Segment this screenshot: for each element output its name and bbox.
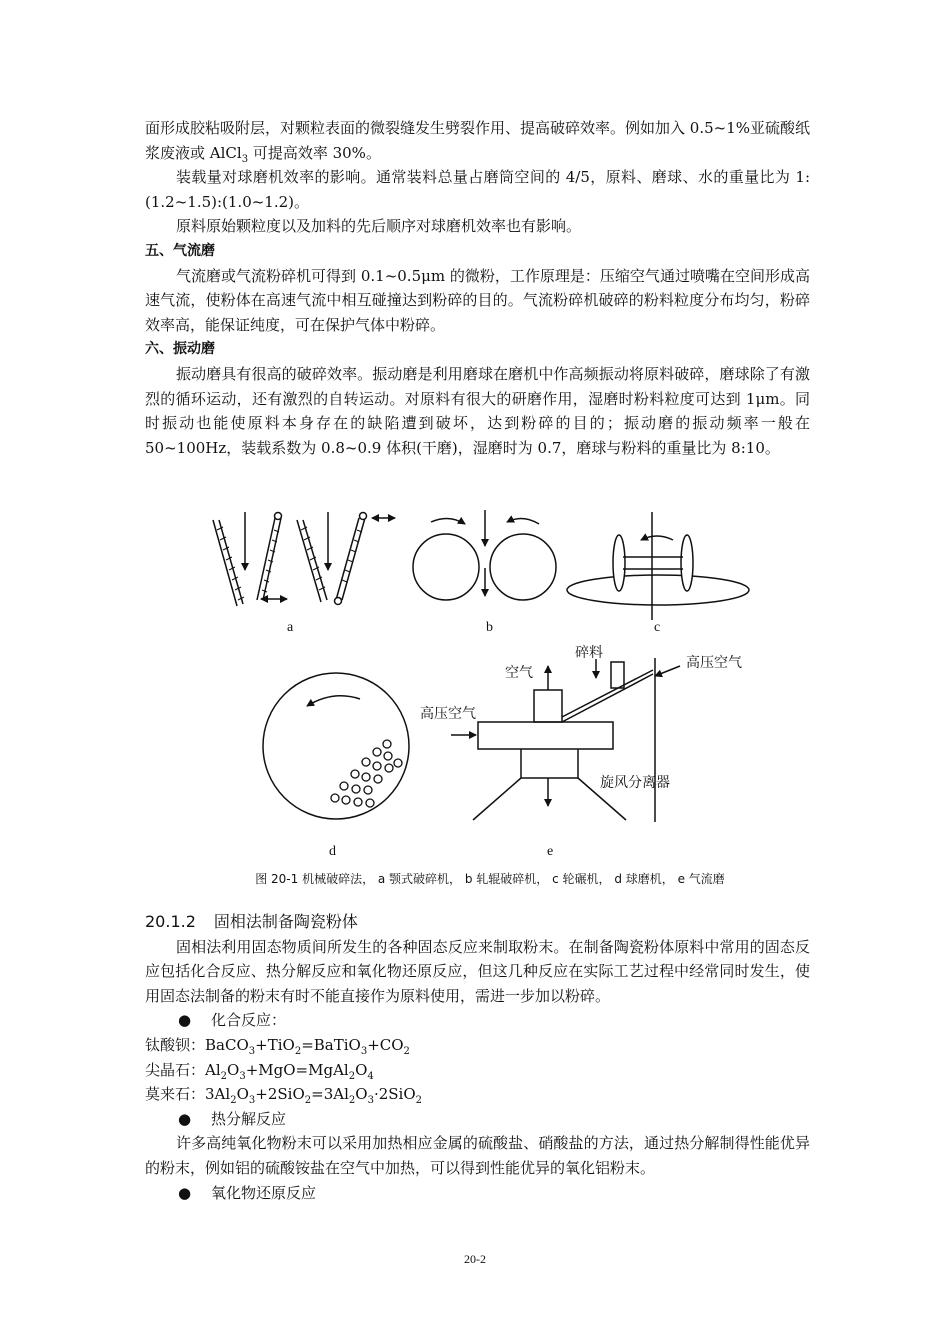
- section-number: 20.1.2: [145, 912, 196, 931]
- note-high-pressure-air-right: 高压空气: [686, 655, 742, 671]
- paragraph-jet-mill: 气流磨或气流粉碎机可得到 0.1~0.5μm 的微粉，工作原理是：压缩空气通过喷嘴在空间形成高速气流，使粉体在高速气流中相互碰撞达到粉碎的目的。气流粉碎机破碎的粉料粒度分布均匀，粉碎效率高，能保证纯度，可在保护气体中粉碎。: [145, 266, 810, 334]
- heading-jet-mill: 五、气流磨: [145, 242, 215, 259]
- figure-label-e: e: [547, 844, 554, 859]
- section-heading: [145, 910, 810, 935]
- formula-barium-titanate: 钛酸钡：$BaCO_3+TiO_2=BaTiO_3+CO_2$: [145, 1035, 410, 1057]
- list-item-oxide-reduction: [145, 1181, 810, 1206]
- paragraph-additive: [145, 116, 810, 165]
- section-title: 固相法制备陶瓷粉体: [213, 912, 358, 931]
- bullet-icon: ●: [178, 1011, 192, 1030]
- paragraph-text: 可提高效率 30%。: [248, 143, 381, 162]
- note-air: 空气: [505, 665, 533, 681]
- formula-name: 尖晶石：: [145, 1060, 206, 1079]
- note-high-pressure-air-left: 高压空气: [420, 706, 476, 722]
- text-block-bottom: [145, 910, 810, 1205]
- paragraph-solid-phase-intro: 固相法利用固态物质间所发生的各种固态反应来制取粉末。在制备陶瓷粉体原料中常用的固态反应包括化合反应、热分解反应和氧化物还原反应，但这几种反应在实际工艺过程中经常同时发生，使用固态法制备的粉末有时不能直接作为原料使用，需进一步加以粉碎。: [145, 937, 810, 1005]
- list-item-combination: [145, 1008, 810, 1033]
- list-item-text: 氧化物还原反应: [211, 1183, 317, 1202]
- bullet-icon: ●: [178, 1183, 192, 1202]
- formula-mullite: 莫来石：$3Al_2O_3+2SiO_2=3Al_2O_3\cdot 2SiO_2$: [145, 1085, 422, 1107]
- jet-mill-drawing: [451, 658, 680, 822]
- figure-caption: 图 20-1 机械破碎法， a 颚式破碎机， b 轧辊破碎机， c 轮碾机， d 球磨机， e 气流磨: [255, 872, 725, 886]
- subscript: 3: [241, 153, 249, 165]
- edge-runner-drawing: [567, 512, 749, 620]
- figure-label-a: a: [287, 620, 294, 635]
- jaw-crusher-drawing: [213, 512, 395, 606]
- formula-name: 钛酸钡：: [145, 1035, 206, 1054]
- ball-mill-drawing: [263, 673, 409, 819]
- bullet-icon: ●: [178, 1109, 192, 1128]
- note-crushed-material: 碎料: [575, 645, 603, 661]
- paragraph-text: 面形成胶粘吸附层，对颗粒表面的微裂缝发生劈裂作用、提高破碎效率。例如加入 0.5~1%亚硫酸纸浆废液或 AlCl: [145, 119, 810, 162]
- roller-crusher-drawing: [413, 510, 556, 600]
- figure-label-b: b: [486, 620, 493, 635]
- formula-name: 莫来石：: [145, 1085, 206, 1104]
- figure-label-c: c: [654, 620, 661, 635]
- paragraph-particle-size: 原料原始颗粒度以及加料的先后顺序对球磨机效率也有影响。: [176, 217, 582, 236]
- paragraph-loading: 装载量对球磨机效率的影响。通常装料总量占磨筒空间的 4/5，原料、磨球、水的重量比为 1:(1.2~1.5):(1.0~1.2)。: [145, 168, 810, 211]
- heading-vibration-mill: 六、振动磨: [145, 341, 215, 358]
- paragraph-vibration-mill: 振动磨具有很高的破碎效率。振动磨是利用磨球在磨机中作高频振动将原料破碎，磨球除了有激烈的循环运动，还有激烈的自转运动。对原料有很大的研磨作用，湿磨时粉料粒度可达到 1μm。同时振动也能使原料本身存在的缺陷遭到破坏，达到粉碎的目的；振动磨的振动频率一般在 50~100Hz，装载系数为 0.8~0.9 体积(干磨)，湿磨时为 0.7，磨球与粉料的重量比为 8:10。: [145, 364, 810, 457]
- text-block-top: [145, 116, 810, 460]
- list-item-thermal-decomposition: [145, 1107, 810, 1132]
- figure-label-d: d: [329, 844, 336, 859]
- note-cyclone-separator: 旋风分离器: [600, 775, 670, 791]
- figure-mechanical-crushing: [205, 500, 765, 870]
- list-item-text: 热分解反应: [211, 1109, 287, 1128]
- paragraph-thermal-decomposition: 许多高纯氧化物粉末可以采用加热相应金属的硫酸盐、硝酸盐的方法，通过热分解制得性能优异的粉末，例如铝的硫酸铵盐在空气中加热，可以得到性能优异的氧化铝粉末。: [145, 1134, 810, 1177]
- list-item-text: 化合反应：: [211, 1011, 287, 1030]
- page-number: 20-2: [464, 1252, 486, 1266]
- figure-drawing: [205, 500, 765, 870]
- formula-spinel: 尖晶石：$Al_2O_3+MgO=MgAl_2O_4$: [145, 1060, 374, 1082]
